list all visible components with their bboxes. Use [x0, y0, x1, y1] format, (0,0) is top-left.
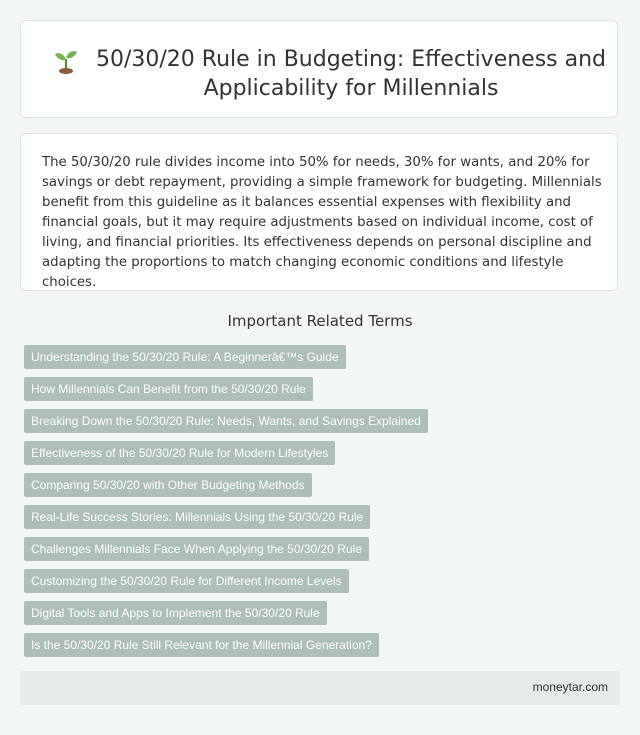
footer	[20, 671, 620, 705]
title-card	[20, 20, 618, 118]
related-term-link[interactable]: Breaking Down the 50/30/20 Rule: Needs, Wants, and Savings Explained	[24, 409, 428, 433]
related-term-link[interactable]: Real-Life Success Stories: Millennials Using the 50/30/20 Rule	[24, 505, 370, 529]
related-terms-list	[24, 345, 624, 665]
summary-text: The 50/30/20 rule divides income into 50% for needs, 30% for wants, and 20% for savings or debt repayment, providing a simple framework for budgeting. Millennials benefit from this guideline as it balances essential expenses with flexibility and financial goals, but it may require adjustments based on individual income, cost of living, and financial priorities. Its effectiveness depends on personal discipline and adapting the proportions to match changing economic conditions and lifestyle choices.	[42, 155, 602, 290]
summary-card	[20, 133, 618, 291]
related-term-link[interactable]: Understanding the 50/30/20 Rule: A Beginnerâ€™s Guide	[24, 345, 346, 369]
related-terms-heading: Important Related Terms	[227, 312, 413, 330]
footer-site-name: moneytar.com	[532, 680, 608, 694]
related-term-link[interactable]: Is the 50/30/20 Rule Still Relevant for the Millennial Generation?	[24, 633, 379, 657]
related-term-link[interactable]: How Millennials Can Benefit from the 50/30/20 Rule	[24, 377, 313, 401]
related-term-link[interactable]: Comparing 50/30/20 with Other Budgeting Methods	[24, 473, 312, 497]
seedling-icon	[51, 45, 81, 75]
related-term-link[interactable]: Digital Tools and Apps to Implement the 50/30/20 Rule	[24, 601, 327, 625]
related-term-link[interactable]: Effectiveness of the 50/30/20 Rule for Modern Lifestyles	[24, 441, 335, 465]
related-term-link[interactable]: Customizing the 50/30/20 Rule for Different Income Levels	[24, 569, 349, 593]
page-title: 50/30/20 Rule in Budgeting: Effectiveness and Applicability for Millennials	[95, 47, 607, 101]
related-term-link[interactable]: Challenges Millennials Face When Applying the 50/30/20 Rule	[24, 537, 369, 561]
